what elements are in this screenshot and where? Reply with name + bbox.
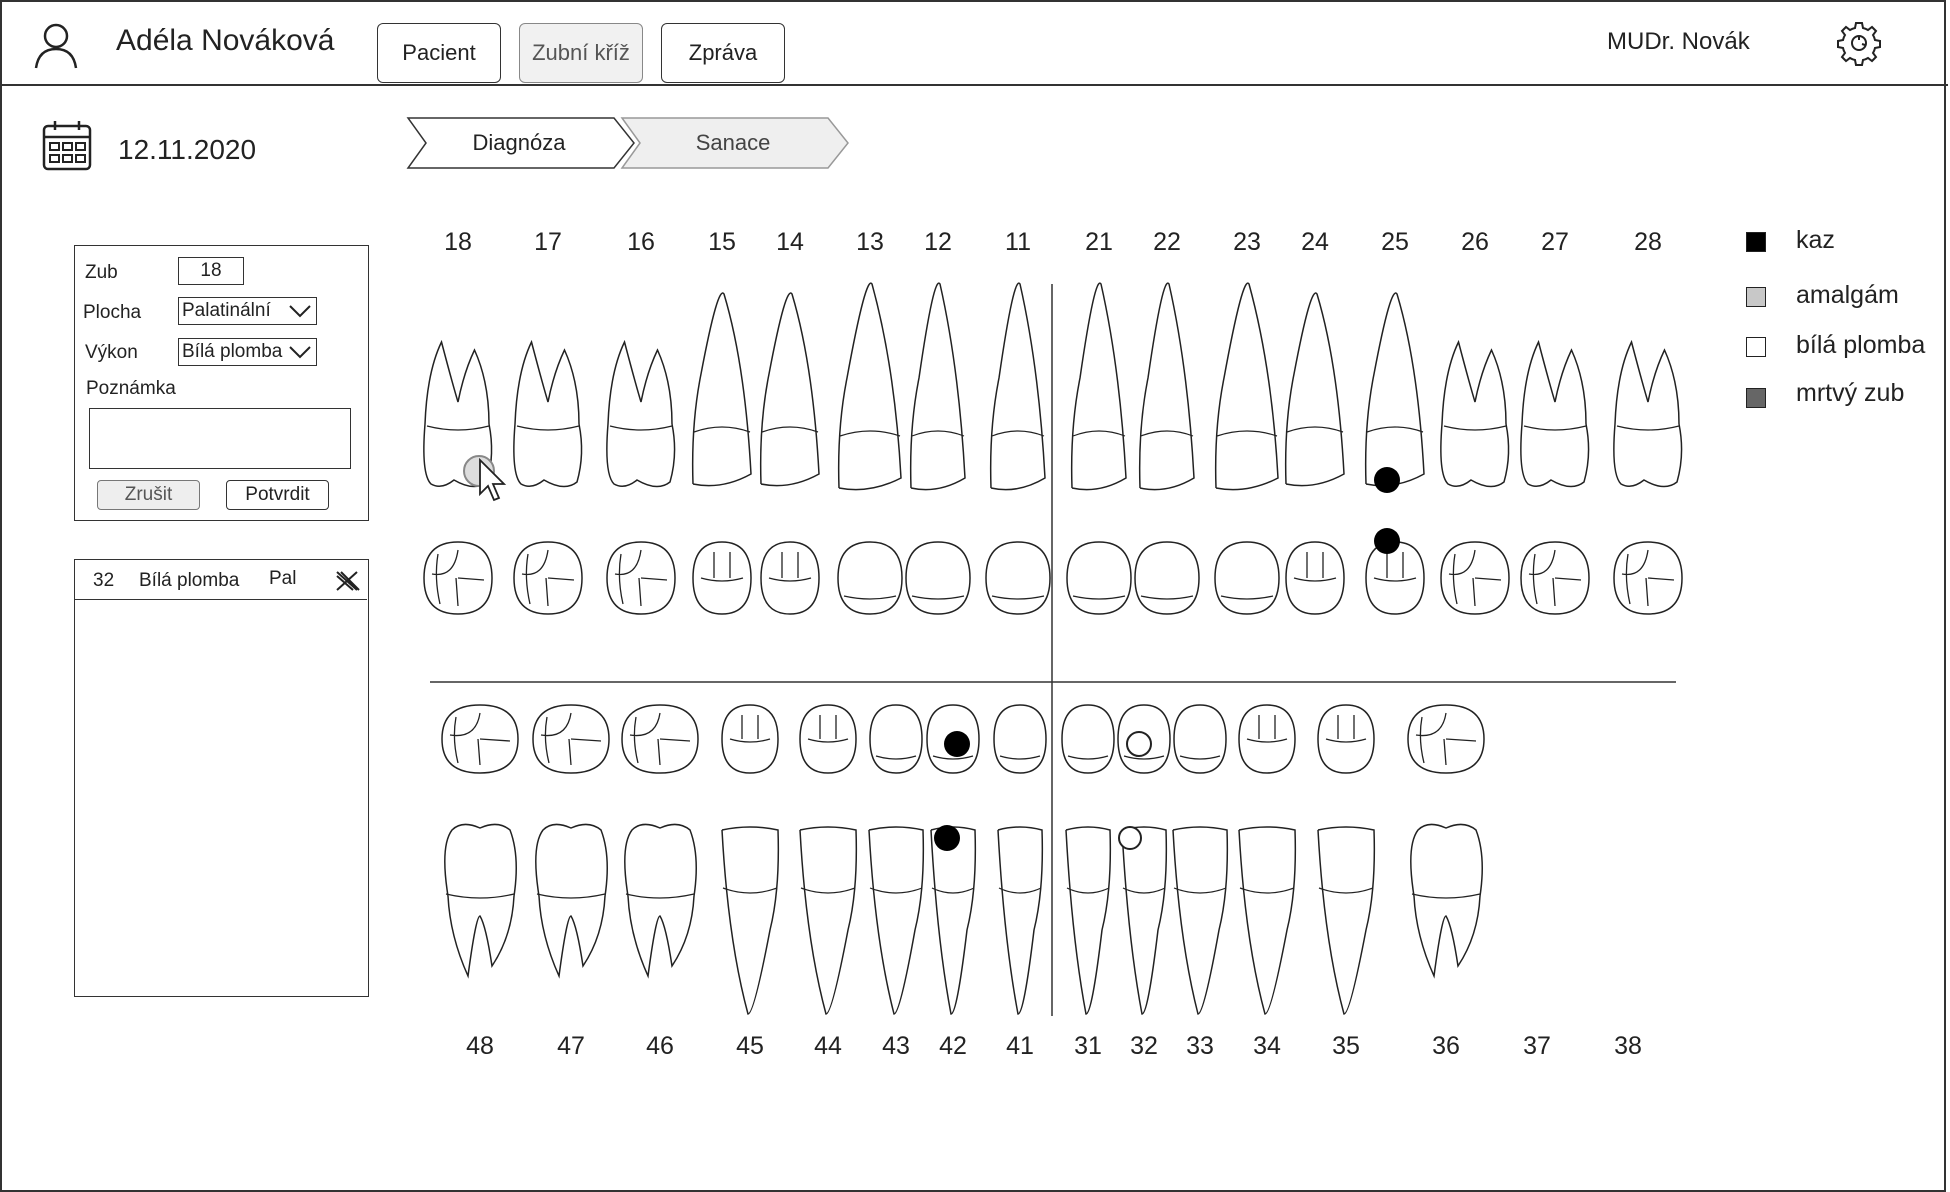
lower-tooth-number-35[interactable]: 35 [1332,1032,1360,1060]
upper-tooth-number-16[interactable]: 16 [627,228,655,256]
tooth-45-side[interactable] [722,827,778,1014]
list-item-tooth: 32 [93,570,115,591]
poznamka-label: Poznámka [86,378,176,399]
upper-tooth-number-11[interactable]: 11 [1005,228,1031,256]
white-filling-mark-32-occlusal[interactable] [1127,732,1151,756]
lower-tooth-number-32[interactable]: 32 [1130,1032,1158,1060]
tooth-44-occlusal[interactable] [800,705,856,773]
upper-tooth-number-13[interactable]: 13 [856,228,884,256]
tooth-26-occlusal[interactable] [1441,542,1509,614]
tooth-14-side[interactable] [761,293,819,486]
legend-label-kaz: kaz [1796,226,1835,254]
cancel-button[interactable]: Zrušit [97,480,200,510]
tooth-12-occlusal[interactable] [906,542,970,614]
tooth-41-side[interactable] [998,827,1042,1014]
tooth-47-occlusal[interactable] [533,705,609,773]
list-item-procedure: Bílá plomba [139,570,240,591]
patient-name: Adéla Nováková [116,24,335,57]
tooth-15-occlusal[interactable] [693,542,751,614]
step-diagnoza-label: Diagnóza [472,130,566,155]
tooth-15-side[interactable] [693,293,751,486]
lower-tooth-number-45[interactable]: 45 [736,1032,764,1060]
tooth-43-occlusal[interactable] [870,705,922,773]
tooth-36-occlusal[interactable] [1408,705,1484,773]
tooth-14-occlusal[interactable] [761,542,819,614]
tooth-13-occlusal[interactable] [838,542,902,614]
tooth-45-occlusal[interactable] [722,705,778,773]
tooth-48-occlusal[interactable] [442,705,518,773]
list-item-surface: Pal [269,568,297,589]
tooth-35-occlusal[interactable] [1318,705,1374,773]
upper-tooth-number-14[interactable]: 14 [776,228,804,256]
tooth-25-side[interactable] [1366,293,1424,486]
legend-label-bila-plomba: bílá plomba [1796,331,1926,359]
tooth-34-side[interactable] [1239,827,1295,1014]
tooth-42-side[interactable] [931,827,975,1014]
upper-tooth-number-18[interactable]: 18 [444,228,472,256]
lower-tooth-number-31[interactable]: 31 [1074,1032,1102,1060]
tooth-32-side[interactable] [1122,827,1166,1014]
lower-tooth-number-42[interactable]: 42 [939,1032,967,1060]
tooth-28-side[interactable] [1614,342,1682,487]
tooth-33-occlusal[interactable] [1174,705,1226,773]
lower-tooth-number-34[interactable]: 34 [1253,1032,1281,1060]
upper-tooth-number-28[interactable]: 28 [1634,228,1662,256]
upper-tooth-number-22[interactable]: 22 [1153,228,1181,256]
caries-mark-25-occlusal[interactable] [1374,528,1400,554]
tooth-41-occlusal[interactable] [994,705,1046,773]
tooth-16-side[interactable] [607,342,675,487]
tooth-33-side[interactable] [1173,827,1227,1014]
lower-tooth-number-41[interactable]: 41 [1006,1032,1034,1060]
vykon-value: Bílá plomba [182,341,283,362]
tooth-13-side[interactable] [839,283,901,490]
caries-mark-42-occlusal[interactable] [944,731,970,757]
tooth-31-occlusal[interactable] [1062,705,1114,773]
tooth-46-side[interactable] [625,824,696,976]
tooth-23-occlusal[interactable] [1215,542,1279,614]
tooth-47-side[interactable] [536,824,607,976]
lower-tooth-number-47[interactable]: 47 [557,1032,585,1060]
upper-tooth-number-27[interactable]: 27 [1541,228,1569,256]
caries-mark-25-crown[interactable] [1374,467,1400,493]
tooth-21-side[interactable] [1072,283,1126,490]
upper-tooth-number-15[interactable]: 15 [708,228,736,256]
lower-tooth-number-38[interactable]: 38 [1614,1032,1642,1060]
tooth-24-side[interactable] [1286,293,1344,486]
upper-tooth-number-12[interactable]: 12 [924,228,952,256]
tooth-23-side[interactable] [1216,283,1278,490]
tooth-28-occlusal[interactable] [1614,542,1682,614]
tooth-44-side[interactable] [800,827,856,1014]
confirm-button[interactable]: Potvrdit [226,480,329,510]
tab-pacient[interactable]: Pacient [377,23,501,83]
upper-tooth-number-21[interactable]: 21 [1085,228,1113,256]
lower-tooth-number-44[interactable]: 44 [814,1032,842,1060]
upper-tooth-number-23[interactable]: 23 [1233,228,1261,256]
tooth-25-occlusal[interactable] [1366,542,1424,614]
plocha-label: Plocha [83,302,142,323]
upper-tooth-number-26[interactable]: 26 [1461,228,1489,256]
tab-zubni-kriz[interactable]: Zubní kříž [519,23,643,83]
tooth-43-side[interactable] [869,827,923,1014]
tooth-34-occlusal[interactable] [1239,705,1295,773]
vykon-label: Výkon [85,342,138,363]
tooth-46-occlusal[interactable] [622,705,698,773]
tooth-18-occlusal[interactable] [424,542,492,614]
tooth-26-side[interactable] [1441,342,1509,487]
tooth-16-occlusal[interactable] [607,542,675,614]
lower-tooth-number-43[interactable]: 43 [882,1032,910,1060]
legend-swatch-kaz [1746,232,1766,252]
lower-tooth-number-36[interactable]: 36 [1432,1032,1460,1060]
lower-tooth-number-37[interactable]: 37 [1523,1032,1551,1060]
legend-label-amalgam: amalgám [1796,281,1899,309]
visit-date: 12.11.2020 [118,134,257,165]
zub-label: Zub [85,262,118,283]
white-filling-mark-32-crown[interactable] [1119,827,1141,849]
tooth-21-occlusal[interactable] [1067,542,1131,614]
upper-tooth-number-17[interactable]: 17 [534,228,562,256]
legend-swatch-amalgam [1746,287,1766,307]
legend-swatch-bila-plomba [1746,337,1766,357]
tooth-31-side[interactable] [1066,827,1110,1014]
tooth-35-side[interactable] [1318,827,1374,1014]
step-sanace-label: Sanace [695,130,771,155]
upper-tooth-number-25[interactable]: 25 [1381,228,1409,256]
upper-tooth-number-24[interactable]: 24 [1301,228,1329,256]
lower-tooth-number-46[interactable]: 46 [646,1032,674,1060]
tooth-11-side[interactable] [991,283,1045,490]
legend-label-mrtvy-zub: mrtvý zub [1796,379,1905,407]
tab-zprava[interactable]: Zpráva [661,23,785,83]
tooth-11-occlusal[interactable] [986,542,1050,614]
doctor-name: MUDr. Novák [1607,28,1750,55]
tooth-17-side[interactable] [514,342,582,487]
tooth-48-side[interactable] [445,824,516,976]
tooth-17-occlusal[interactable] [514,542,582,614]
tooth-36-side[interactable] [1411,824,1482,976]
legend-swatch-mrtvy-zub [1746,388,1766,408]
lower-tooth-number-33[interactable]: 33 [1186,1032,1214,1060]
tooth-12-side[interactable] [911,283,965,490]
plocha-value: Palatinální [182,300,271,321]
tooth-24-occlusal[interactable] [1286,542,1344,614]
tooth-22-side[interactable] [1140,283,1194,490]
zub-input[interactable]: 18 [178,257,244,285]
lower-tooth-number-48[interactable]: 48 [466,1032,494,1060]
tooth-27-side[interactable] [1521,342,1589,487]
tooth-27-occlusal[interactable] [1521,542,1589,614]
caries-mark-42-crown[interactable] [934,825,960,851]
tooth-chart [2,2,1948,1184]
tooth-22-occlusal[interactable] [1135,542,1199,614]
